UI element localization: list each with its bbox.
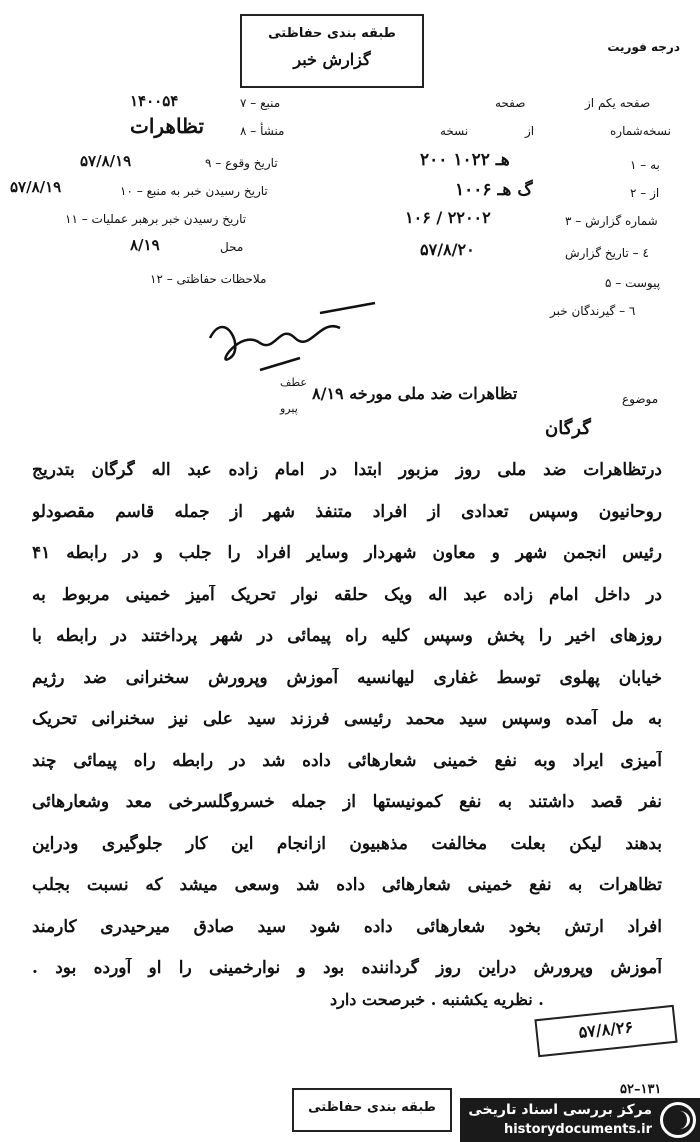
subject-city: گرگان — [545, 418, 591, 439]
body-line: روزهای اخیر را پخش وسپس کلیه راه پیمائی در شهر پرداختند در رابطه با — [32, 626, 662, 646]
field-6-label: ٦ – گیرندگان خبر — [550, 304, 636, 318]
field-10-value: ۵۷/۸/۱۹ — [10, 178, 62, 196]
report-type: گزارش خبر — [293, 50, 371, 69]
date-stamp — [534, 1005, 677, 1057]
priority-label: درجه فوریت — [607, 40, 680, 54]
body-line: روحانیون وسپس تعدادی از افراد متنفذ شهر از جمله قاسم مقصودلو — [32, 501, 662, 522]
field-9-label: ۹ – تاریخ وقوع — [205, 156, 278, 170]
field-8-value: تظاهرات — [130, 114, 205, 138]
field-10-label: ۱۰ – تاریخ رسیدن خبر به منبع — [120, 184, 268, 198]
body-line: افراد ارتش بخود شعارهائی داده شود سید صادق میرحیدری کارمند — [32, 916, 662, 937]
body-line: به مل آمده وسپس سید محمد رئیسی فرزند سید علی نیز سخنرانی تحریک — [32, 709, 662, 729]
body-line: درتظاهرات ضد ملی روز مزبور ابتدا در امام زاده عبد اله گرگان بتدریج — [32, 460, 662, 480]
field-2-label: ۲ – از — [630, 186, 660, 200]
field-7-value: ۱۴۰۰۵۴ — [130, 92, 179, 110]
field-3-value: ۱۰۶ / ۲۲۰۰۲ — [405, 208, 491, 227]
field-11-label: ۱۱ – تاریخ رسیدن خبر برهبر عملیات — [65, 212, 247, 226]
copy-label: نسخه‌شماره — [610, 124, 671, 138]
body-line: رئیس انجمن شهر و معاون شهردار وسایر افراد را جلب و در رابطه ۴۱ — [32, 543, 662, 563]
field-11-value: ۸/۱۹ — [130, 236, 160, 254]
field-3-label: ۳ – شماره گزارش — [565, 214, 658, 228]
copy-word: نسخه — [440, 124, 469, 138]
bottom-classification-box — [292, 1088, 452, 1132]
watermark-en: historydocuments.ir — [503, 1122, 652, 1137]
field-7-label: ۷ – منبع — [240, 96, 281, 110]
subject-label: موضوع — [622, 392, 659, 406]
archive-logo-icon — [660, 1102, 696, 1138]
field-8-label: ۸ – منشأ — [240, 124, 285, 138]
field-11-place: محل — [220, 240, 244, 254]
body-line: بدهند لیکن بعلت مخالفت مذهبیون ازانجام این کار جلوگیری ودراین — [32, 833, 662, 854]
bottom-number: ۵۲–۱۳۱ — [620, 1082, 662, 1097]
body-line: خیابان پهلوی توسط غفاری لیهانسیه آموزش وپرورش سخنرانی ضد رژیم — [32, 667, 662, 688]
body-line: در داخل امام زاده عبد اله ویک حلقه نوار تحریک آمیز خمینی مربوط به — [32, 584, 662, 605]
subject-text: تظاهرات ضد ملی مورخه ۸/۱۹ — [312, 384, 518, 403]
body-line: آموزش وپرورش دراین روز گرداننده بود و نوارخمینی را او آورده بود . — [32, 958, 662, 978]
signature-scribble — [200, 298, 380, 378]
body-line: تظاهرات به نفع خمینی شعارهائی داده شد وسعی میشد که نسبت بجلب — [32, 875, 662, 895]
body-line: نفر قصد داشتند به نفع کمونیستها از جمله خسروگلسرخی معد وشعارهائی — [32, 792, 662, 812]
stamp-date: ۵۷/۸/۲۶ — [577, 1017, 635, 1042]
watermark — [460, 1098, 700, 1142]
field-4-label: ٤ – تاریخ گزارش — [565, 246, 649, 260]
copy-of: از — [525, 124, 535, 138]
field-1-value: ۲۰۰ هـ ۱۰۲۲ — [420, 150, 510, 170]
field-12-label: ۱۲ – ملاحظات حفاظتی — [150, 272, 267, 286]
field-1-label: ۱ – به — [630, 158, 660, 172]
field-2-value: گ هـ ۱۰۰۶ — [455, 180, 533, 200]
watermark-fa: مرکز بررسی اسناد تاریخی — [468, 1102, 652, 1118]
page-word: صفحه — [495, 96, 526, 110]
field-9-value: ۵۷/۸/۱۹ — [80, 152, 132, 170]
atf-label: عطف — [280, 376, 307, 389]
classification-box — [240, 14, 424, 88]
footer-note: نظریه یکشنبه . خبرصحت دارد . — [330, 990, 544, 1009]
field-5-label: ۵ – پیوست — [605, 276, 661, 290]
body-line: آمیزی ایراد وبه نفع خمینی شعارهائی داده شد در رابطه راه پیمائی چند — [32, 750, 662, 771]
page-label: صفحه یکم از — [585, 96, 651, 110]
peyro-label: پیرو — [280, 402, 298, 415]
bottom-classification-title: طبقه بندی حفاظتی — [308, 1100, 436, 1115]
classification-title: طبقه بندی حفاظتی — [268, 26, 396, 41]
field-4-value: ۵۷/۸/۲۰ — [420, 240, 475, 259]
